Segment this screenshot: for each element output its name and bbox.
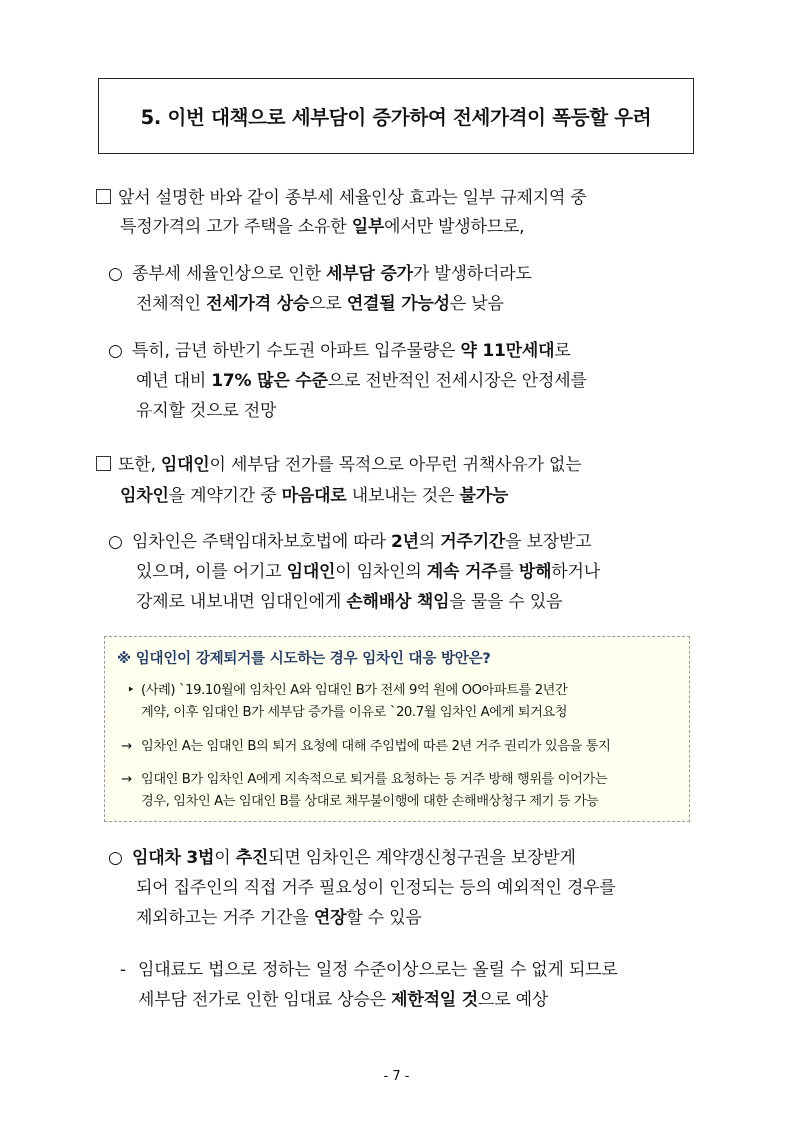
bullet-4-line-2 bbox=[136, 876, 616, 900]
circle-bullet-icon: ○ bbox=[108, 341, 123, 361]
text: 종부세 세율인상으로 인한 bbox=[132, 264, 327, 284]
text: 세부담 전가로 인한 임대료 상승은 bbox=[138, 990, 392, 1010]
bullet-3-line-3 bbox=[136, 590, 562, 614]
square-bullet-icon bbox=[96, 189, 111, 204]
text: 은 낮음 bbox=[449, 294, 504, 314]
text: 하거나 bbox=[551, 562, 600, 582]
bullet-2-line-1 bbox=[108, 339, 571, 363]
bold-text: 불가능 bbox=[459, 486, 509, 506]
text: 전체적인 bbox=[136, 294, 207, 314]
page-number: - 7 - bbox=[383, 1069, 410, 1084]
note-case-line-1 bbox=[127, 681, 567, 701]
text: 예년 대비 bbox=[136, 371, 212, 391]
bold-text: 임대인 bbox=[286, 562, 336, 582]
paragraph-1-line-2 bbox=[120, 215, 524, 239]
note-response-1 bbox=[121, 737, 610, 757]
text: 임대료도 법으로 정하는 일정 수준이상으로는 올릴 수 없게 되므로 bbox=[138, 960, 618, 980]
text: 있으며, 이를 어기고 bbox=[136, 562, 287, 582]
bullet-2-line-2 bbox=[136, 369, 587, 393]
note-box bbox=[104, 636, 690, 822]
note-response-2-line-2: 경우, 임차인 A는 임대인 B를 상대로 채무불이행에 대한 손해배상청구 제기 등 가능 bbox=[141, 794, 599, 809]
text: 특정가격의 고가 주택을 소유한 bbox=[120, 217, 352, 237]
text: 앞서 설명한 바와 같이 종부세 세율인상 효과는 일부 규제지역 중 bbox=[118, 188, 587, 208]
text: 이 임차인의 bbox=[335, 562, 427, 582]
bold-text: 임대차 3법 bbox=[132, 848, 215, 868]
text: 로 bbox=[554, 341, 571, 361]
text: 에서만 발생하므로, bbox=[384, 217, 525, 237]
text: 또한, bbox=[118, 455, 161, 475]
text: 제외하고는 거주 기간을 bbox=[136, 908, 314, 928]
note-title: ※ 임대인이 강제퇴거를 시도하는 경우 임차인 대응 방안은? bbox=[117, 651, 491, 667]
bullet-3-line-2 bbox=[136, 560, 600, 584]
bold-text: 임대인 bbox=[160, 455, 210, 475]
bold-text: 연장 bbox=[313, 908, 347, 928]
text: 을 보장받고 bbox=[505, 532, 592, 552]
bold-text: 임차인 bbox=[120, 486, 169, 506]
bold-text: 17% 많은 수준 bbox=[211, 371, 328, 391]
square-bullet-icon bbox=[96, 456, 111, 471]
text: 임차인은 주택임대차보호법에 따라 bbox=[132, 532, 391, 552]
bold-text: 제한적일 것 bbox=[391, 990, 478, 1010]
note-response-2-line-1 bbox=[121, 770, 607, 790]
bold-text: 약 11만세대 bbox=[460, 341, 555, 361]
circle-bullet-icon: ○ bbox=[108, 264, 123, 284]
text: 으로 bbox=[309, 294, 347, 314]
bold-text: 추진 bbox=[235, 848, 269, 868]
bold-text: 세부담 증가 bbox=[326, 264, 413, 284]
paragraph-2-line-1 bbox=[96, 453, 581, 477]
text: 되어 집주인의 직접 거주 필요성이 인정되는 등의 예외적인 경우를 bbox=[136, 878, 616, 898]
circle-bullet-icon: ○ bbox=[108, 848, 123, 868]
bold-text: 거주기간 bbox=[440, 532, 506, 552]
text: 이 세부담 전가를 목적으로 아무런 귀책사유가 없는 bbox=[209, 455, 582, 475]
text: 을 계약기간 중 bbox=[168, 486, 282, 506]
bold-text: 계속 거주 bbox=[426, 562, 498, 582]
text: 임대인 B가 임차인 A에게 지속적으로 퇴거를 요청하는 등 거주 방해 행위를 이어가는 bbox=[141, 772, 608, 787]
dash-item-line-1 bbox=[120, 958, 618, 982]
text: 내보내는 것은 bbox=[346, 486, 460, 506]
text: 를 bbox=[497, 562, 519, 582]
bullet-2-line-3 bbox=[136, 399, 276, 423]
dash-item-line-2 bbox=[138, 988, 548, 1012]
bold-text: 일부 bbox=[351, 217, 385, 237]
bold-text: 2년 bbox=[390, 532, 419, 552]
circle-bullet-icon: ○ bbox=[108, 532, 123, 552]
triangle-bullet-icon: ‣ bbox=[127, 683, 135, 698]
bold-text: 마음대로 bbox=[281, 486, 347, 506]
paragraph-1-line-1 bbox=[96, 186, 587, 210]
text: 으로 예상 bbox=[477, 990, 549, 1010]
note-case-line-2: 계약, 이후 임대인 B가 세부담 증가를 이유로 `20.7월 임차인 A에게 퇴거요청 bbox=[141, 705, 568, 720]
dash-bullet-icon: - bbox=[120, 960, 126, 980]
text: 을 물을 수 있음 bbox=[449, 592, 563, 612]
bold-text: 연결될 가능성 bbox=[346, 294, 450, 314]
text: 으로 전반적인 전세시장은 안정세를 bbox=[327, 371, 587, 391]
text: 이 bbox=[214, 848, 236, 868]
bullet-1-line-2 bbox=[136, 292, 504, 316]
text: 가 발생하더라도 bbox=[412, 264, 532, 284]
title-box bbox=[98, 78, 694, 154]
text: 강제로 내보내면 임대인에게 bbox=[136, 592, 347, 612]
bold-text: 전세가격 상승 bbox=[206, 294, 310, 314]
bold-text: 손해배상 책임 bbox=[346, 592, 450, 612]
bullet-4-line-3 bbox=[136, 906, 422, 930]
paragraph-2-line-2 bbox=[120, 484, 508, 508]
text: 유지할 것으로 전망 bbox=[136, 401, 277, 421]
arrow-right-icon: → bbox=[121, 772, 132, 787]
bullet-3-line-1 bbox=[108, 530, 591, 554]
text: 임차인 A는 임대인 B의 퇴거 요청에 대해 주임법에 따른 2년 거주 권리가 있음을 통지 bbox=[141, 739, 611, 754]
text: (사례) `19.10월에 임차인 A와 임대인 B가 전세 9억 원에 OO아파트를 2년간 bbox=[141, 683, 568, 698]
bullet-1-line-1 bbox=[108, 262, 532, 286]
bold-text: 방해 bbox=[518, 562, 552, 582]
section-title: 5. 이번 대책으로 세부담이 증가하여 전세가격이 폭등할 우려 bbox=[140, 106, 652, 129]
text: 되면 임차인은 계약갱신청구권을 보장받게 bbox=[268, 848, 576, 868]
text: 의 bbox=[418, 532, 441, 552]
text: 특히, 금년 하반기 수도권 아파트 입주물량은 bbox=[132, 341, 461, 361]
arrow-right-icon: → bbox=[121, 739, 132, 754]
bullet-4-line-1 bbox=[108, 846, 576, 870]
text: 할 수 있음 bbox=[346, 908, 422, 928]
